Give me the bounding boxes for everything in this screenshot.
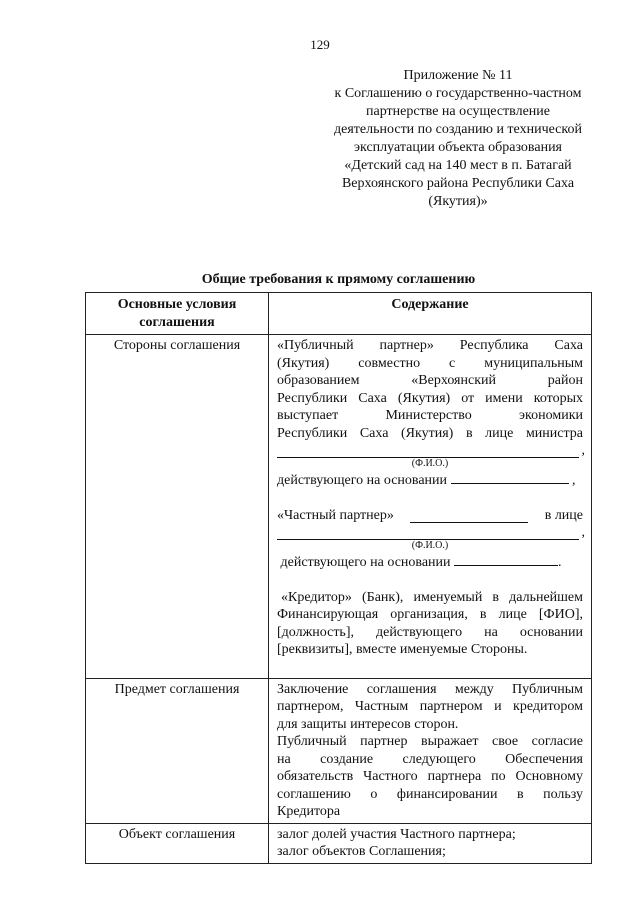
appendix-line: Верхоянского района Республики Саха <box>341 176 575 191</box>
document-title: Общие требования к прямому соглашению <box>201 272 476 287</box>
header-content: Содержание <box>269 293 592 335</box>
row-label-object: Объект соглашения <box>86 823 269 863</box>
row-content-parties <box>269 335 592 679</box>
private-partner-suffix: в лице <box>544 507 583 523</box>
appendix-line: Приложение № 11 <box>403 68 513 83</box>
row-content-object <box>269 823 592 863</box>
subject-line: Публичный партнер выражает свое согласие <box>277 734 583 749</box>
creditor-line: «Кредитор» (Банк), именуемый в дальнейшем <box>281 589 583 605</box>
header-conditions: Основные условия соглашения <box>86 293 269 335</box>
basis-blank <box>454 552 558 566</box>
fio-note: (Ф.И.О.) <box>411 540 449 551</box>
appendix-line: «Детский сад на 140 мест в п. Батагай <box>344 158 572 173</box>
parties-line: (Якутия) совместно с муниципальным <box>277 355 583 371</box>
subject-line: соглашению о финансировании в пользу <box>277 786 583 802</box>
acting-basis-text: действующего на основании <box>280 555 451 570</box>
appendix-line: деятельности по созданию и технической <box>334 122 582 137</box>
creditor-line: [реквизиты], вместе именуемые Стороны. <box>277 642 528 657</box>
appendix-line: к Соглашению о государственно-частном <box>334 86 582 101</box>
appendix-line: партнерстве на осуществление <box>365 104 550 119</box>
basis-blank <box>451 470 569 484</box>
acting-basis-line: действующего на основании , <box>277 470 583 490</box>
subject-line: Заключение соглашения между Публичным <box>277 681 583 697</box>
acting-basis-line-2: действующего на основании . <box>277 552 583 572</box>
minister-signature-blank: , <box>277 442 579 458</box>
table-row-subject <box>86 678 592 823</box>
subject-line: Кредитора <box>277 804 341 819</box>
parties-line: образованием «Верхоянский район <box>277 373 583 388</box>
object-line: залог долей участия Частного партнера; <box>277 826 516 842</box>
table-row-parties <box>86 335 592 679</box>
acting-basis-text: действующего на основании <box>277 473 448 488</box>
creditor-line: Финансирующая организация, в лице [ФИО], <box>277 607 583 622</box>
terms-table <box>85 292 592 864</box>
parties-line: «Публичный партнер» Республика Саха <box>277 338 583 353</box>
table-header-row <box>86 293 592 335</box>
fio-note: (Ф.И.О.) <box>411 458 449 469</box>
appendix-line: (Якутия)» <box>428 194 488 209</box>
subject-line: для защиты интересов сторон. <box>277 716 459 732</box>
private-partner-label: «Частный партнер» <box>277 507 394 523</box>
row-label-subject: Предмет соглашения <box>86 678 269 823</box>
subject-line: обязательств Частного партнера по Основному <box>277 769 583 784</box>
private-partner-blank <box>410 509 528 523</box>
row-label-parties: Стороны соглашения <box>86 335 269 679</box>
appendix-line: эксплуатации объекта образования <box>354 140 562 155</box>
subject-line: на создание следующего Обеспечения <box>277 751 583 767</box>
object-line: залог объектов Соглашения; <box>277 844 446 859</box>
appendix-heading <box>318 67 598 211</box>
parties-line: Республики Саха (Якутия) от имени которых <box>277 390 583 406</box>
parties-line: Республики Саха (Якутия) в лице министра <box>277 425 583 441</box>
parties-line: выступает Министерство экономики <box>277 408 583 423</box>
subject-line: партнером, Частным партнером и кредитором <box>277 699 583 714</box>
creditor-line: [должность], действующего на основании <box>277 624 583 640</box>
private-partner-line <box>277 507 583 525</box>
row-content-subject <box>269 678 592 823</box>
table-row-object <box>86 823 592 863</box>
page-number: 129 <box>310 37 330 52</box>
private-partner-signature-blank: , <box>277 524 579 540</box>
